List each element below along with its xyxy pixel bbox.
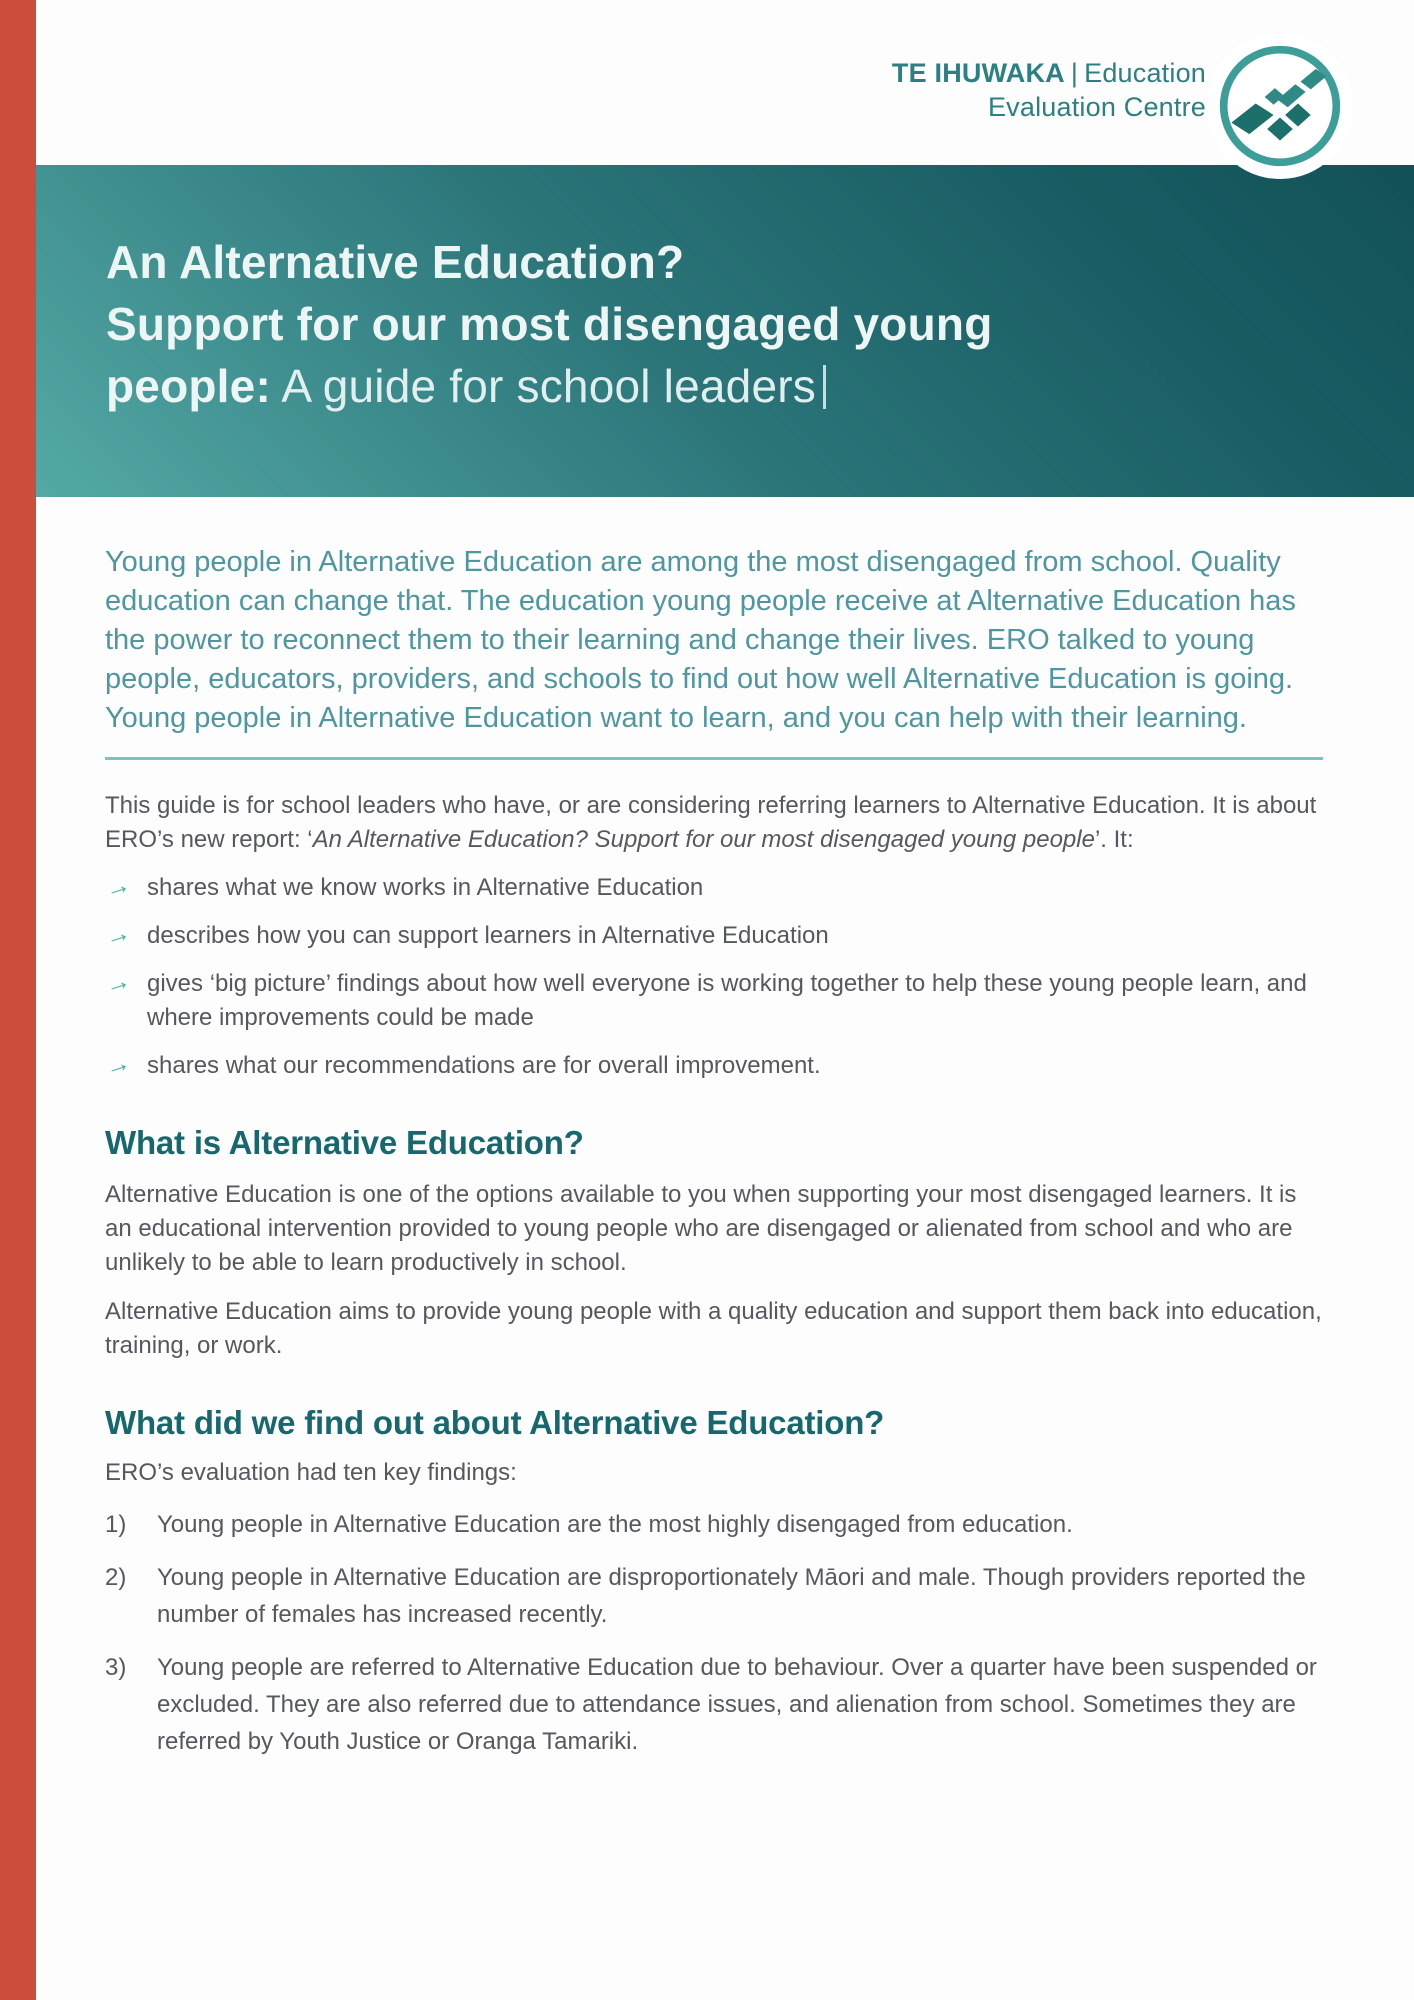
title-line-3-subtitle: A guide for school leaders: [270, 360, 816, 412]
finding-text: Young people in Alternative Education are the most highly disengaged from education.: [157, 1511, 1073, 1538]
brand-wordmark: [892, 56, 1206, 124]
bullet-text: gives ‘big picture’ findings about how well everyone is working together to help these young people learn, and where improvements could be made: [147, 970, 1307, 1031]
koru-pattern-icon: [1216, 42, 1344, 170]
finding-number: 3): [105, 1654, 127, 1681]
left-accent-stripe: [0, 0, 36, 2000]
arrow-bullet-icon: →: [101, 869, 134, 905]
guide-text-suffix: ’. It:: [1094, 826, 1134, 853]
findings-lead: ERO’s evaluation had ten key findings:: [105, 1459, 517, 1486]
finding-number: 2): [105, 1564, 127, 1591]
title-line-1: An Alternative Education?: [106, 236, 685, 288]
section-heading-what-is: What is Alternative Education?: [105, 1124, 584, 1161]
guide-paragraph: [105, 789, 1323, 857]
finding-item: [105, 1649, 1323, 1760]
bullet-text: describes how you can support learners in Alternative Education: [147, 922, 829, 949]
section1-paragraph-1: Alternative Education is one of the options available to you when supporting your most disengaged learners. It is an educational intervention provided to young people who are disengaged or alienated from school and who are unlikely to be able to learn productively in school.: [105, 1181, 1297, 1276]
finding-number: 1): [105, 1511, 127, 1538]
brand-line-2: Evaluation Centre: [987, 92, 1206, 122]
document-body: [101, 543, 1323, 1760]
brand-name: TE IHUWAKA: [891, 58, 1065, 88]
list-item: [101, 965, 1323, 1035]
title-line-3-bold: people:: [106, 360, 271, 412]
text-cursor: [823, 365, 826, 409]
page-title[interactable]: [36, 165, 1414, 417]
guide-bullet-list: [101, 869, 1323, 1083]
list-item: [101, 869, 1323, 905]
title-banner: [36, 165, 1414, 497]
divider-rule: [105, 757, 1323, 760]
brand-divider: |: [1070, 58, 1079, 88]
finding-item: [105, 1506, 1323, 1543]
list-item: [101, 917, 1323, 953]
brand-dept-1: Education: [1084, 58, 1206, 88]
section-heading-findings: What did we find out about Alternative Education?: [105, 1404, 885, 1441]
section1-paragraph-2: Alternative Education aims to provide young people with a quality education and support them back into education, training, or work.: [105, 1298, 1322, 1359]
bullet-text: shares what we know works in Alternative Education: [147, 874, 704, 901]
finding-item: [105, 1559, 1323, 1633]
logo-icon: [1216, 42, 1344, 170]
findings-numbered-list: [105, 1506, 1323, 1760]
arrow-bullet-icon: →: [101, 917, 134, 953]
list-item: [101, 1047, 1323, 1083]
report-title-italic: An Alternative Education? Support for our most disengaged young people: [312, 826, 1095, 853]
brand-line-1: [892, 56, 1206, 90]
title-line-2: Support for our most disengaged young: [106, 298, 993, 350]
arrow-bullet-icon: →: [101, 1047, 134, 1083]
finding-text: Young people in Alternative Education are disproportionately Māori and male. Though providers reported the number of females has increased recently.: [157, 1564, 1306, 1628]
arrow-bullet-icon: →: [101, 965, 134, 1001]
finding-text: Young people are referred to Alternative Education due to behaviour. Over a quarter have been suspended or excluded. They are also referred due to attendance issues, and alienation from school. Sometimes they are referred by Youth Justice or Oranga Tamariki.: [157, 1654, 1317, 1755]
bullet-text: shares what our recommendations are for overall improvement.: [147, 1052, 821, 1079]
intro-paragraph: Young people in Alternative Education are among the most disengaged from school. Quality education can change that. The education young people receive at Alternative Education has the power to reconnect them to their learning and change their lives. ERO talked to young people, educators, providers, and schools to find out how well Alternative Education is going. Young people in Alternative Education want to learn, and you can help with their learning.: [105, 546, 1296, 734]
guide-text-prefix: This guide is for school leaders who have, or are considering referring learners to Alternative Education. It is about ERO’s new report: ‘: [105, 792, 1317, 853]
